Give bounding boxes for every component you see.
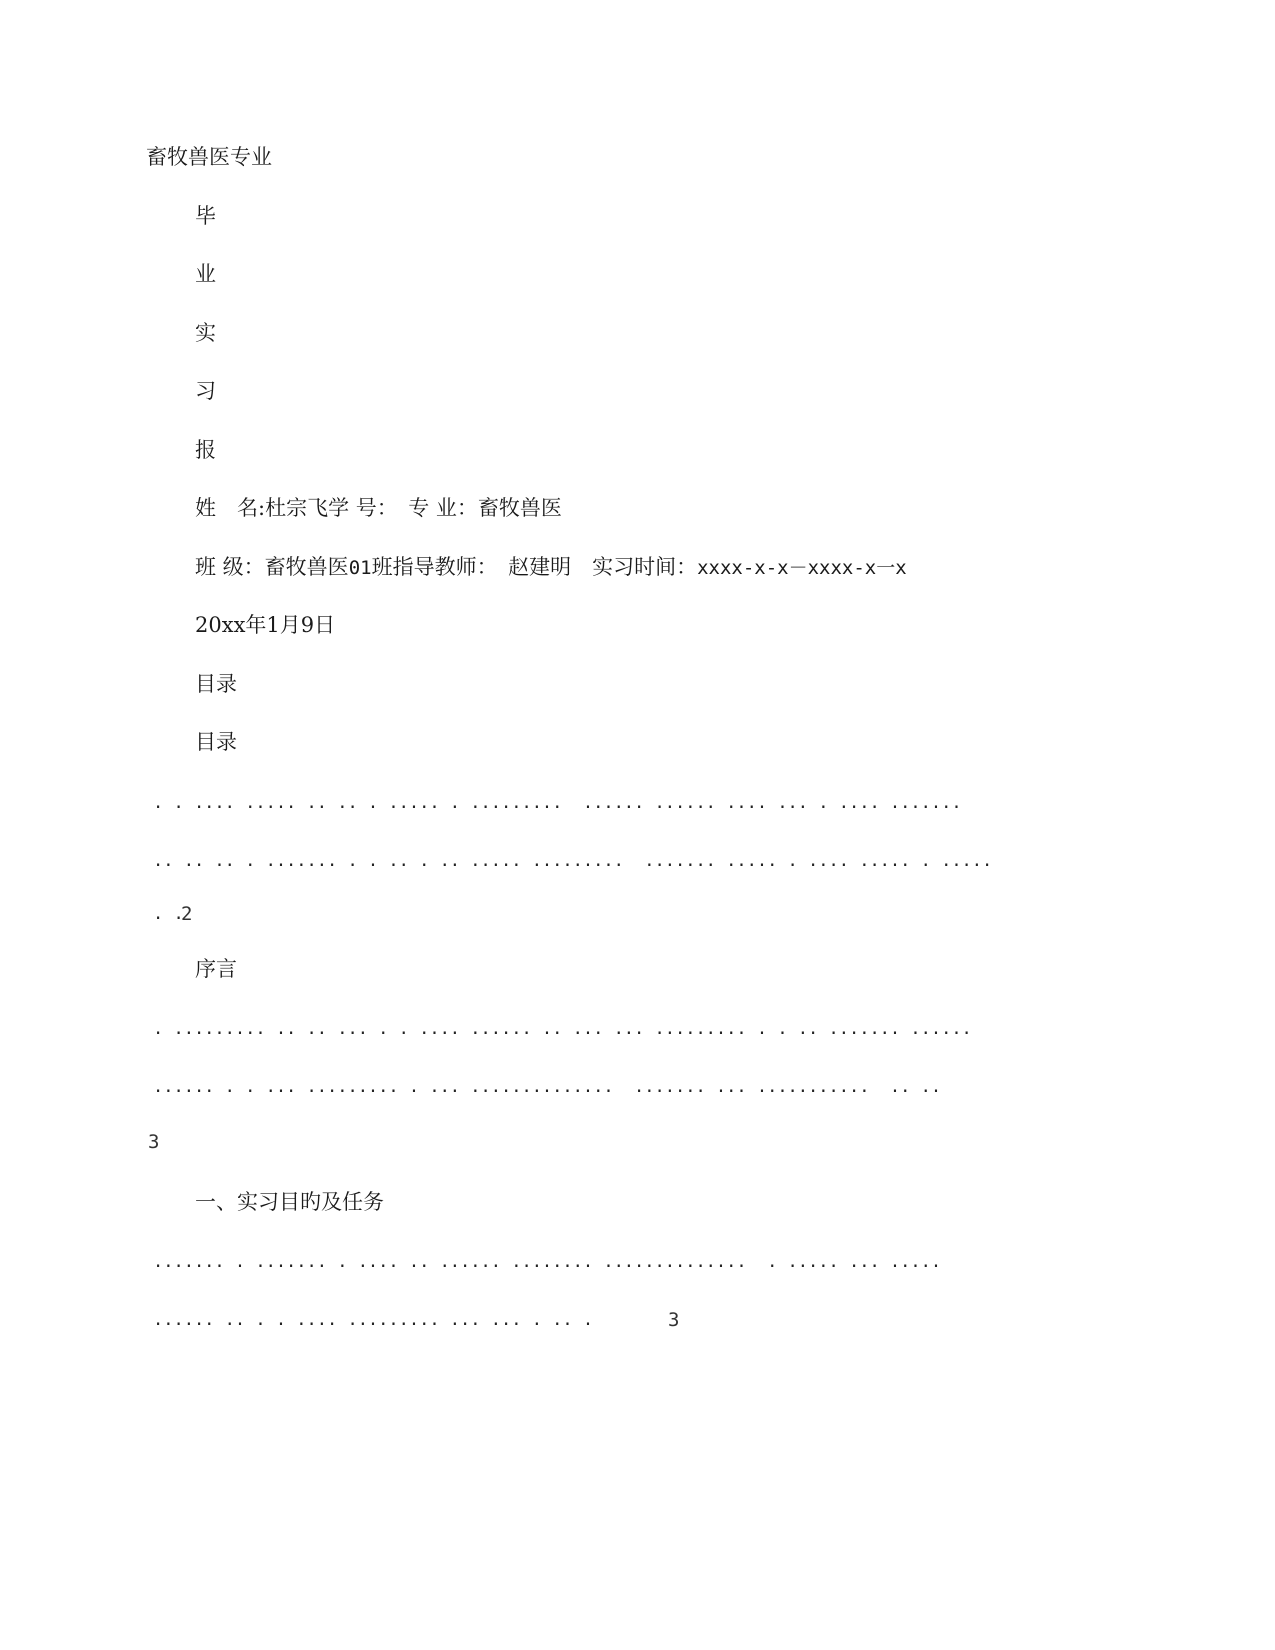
internship-time: xxxx-x-x－xxxx-x一x [697,557,907,579]
toc-entry-section-1: 一、实习目旳及任务 [195,1190,384,1214]
title-char-1: 毕 [195,204,216,228]
major-heading: 畜牧兽医专业 [146,145,272,169]
title-char-5: 报 [195,438,216,462]
class-number: 01 [348,557,372,579]
toc-entry-preface: 序言 [195,957,237,981]
toc-page-number: 3 [668,1309,680,1331]
advisor-and-time-label: 班指导教师： 赵建明 实习时间： [371,555,698,579]
toc-leader-1c: . . [153,904,184,924]
student-info-line: 姓 名:杜宗飞学 号： 专 业：畜牧兽医 [195,496,562,520]
class-label: 班 级：畜牧兽医 [195,555,349,579]
title-char-2: 业 [195,262,216,286]
toc-page-number: 2 [181,903,193,925]
title-char-4: 习 [195,379,216,403]
toc-leader-2b: ...... . . ... ......... . ... .............. ....... ... ........... .. .. [153,1077,942,1097]
class-info-line [195,553,907,582]
title-char-3: 实 [195,321,216,345]
toc-page-number: 3 [148,1131,160,1153]
report-date: 20xx年1月9日 [195,613,336,637]
toc-leader-1b: .. .. .. . ....... . . .. . .. ..... ......... ....... ..... . .... ..... . ..... [153,851,993,871]
toc-leader-3a: ....... . ....... . .... .. ...... ........ .............. . ..... ... ..... [153,1252,942,1272]
toc-leader-3b: ...... .. . . .... ......... ... ... . .. . [153,1310,594,1330]
toc-leader-2a: . ......... .. .. ... . . .... ...... .. ... ... ......... . . .. ....... ...... [153,1019,972,1039]
toc-leader-1a: . . .... ..... .. .. . ..... . ......... ...... ...... .... ... . .... ....... [153,793,962,813]
toc-heading: 目录 [195,672,237,696]
toc-heading-repeat: 目录 [195,730,237,754]
